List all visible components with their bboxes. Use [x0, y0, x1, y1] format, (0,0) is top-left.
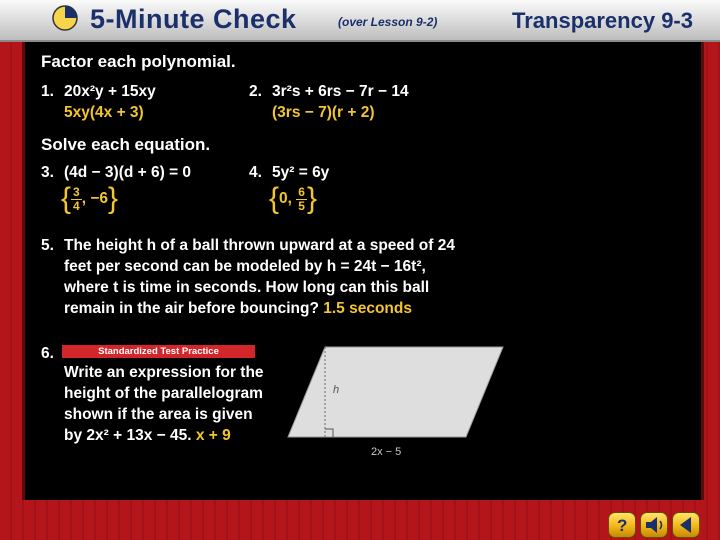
sound-button[interactable]: [640, 512, 668, 538]
problem-2-question: 3r²s + 6rs − 7r − 14: [272, 83, 409, 100]
problem-4-number: 4.: [249, 164, 262, 181]
problem-2-answer: (3rs − 7)(r + 2): [272, 104, 375, 121]
answer-fraction: $\frac{6}{5}$: [298, 184, 305, 213]
base-label: 2x − 5: [371, 446, 402, 458]
problem-6-line-2: height of the parallelogram: [64, 385, 263, 402]
answer-fraction: $\frac{3}{4}$: [73, 184, 80, 213]
back-arrow-icon: [673, 513, 699, 537]
problem-5-line-1: The height h of a ball thrown upward at a speed of 24: [64, 237, 455, 254]
header-subtitle: (over Lesson 9-2): [338, 15, 438, 29]
problem-6-line-1: Write an expression for the: [64, 364, 264, 381]
problem-5-line-2: feet per second can be modeled by h = 24t − 16t²,: [64, 258, 426, 275]
problem-5-number: 5.: [41, 237, 54, 254]
speaker-icon: [641, 513, 667, 537]
svg-text:?: ?: [617, 516, 628, 535]
problem-1-question: 20x²y + 15xy: [64, 83, 156, 100]
section-heading-solve: Solve each equation.: [41, 135, 211, 154]
content-panel: [22, 42, 704, 500]
problem-3-number: 3.: [41, 164, 54, 181]
height-label: h: [333, 384, 340, 396]
problem-5-answer: 1.5 seconds: [323, 300, 412, 317]
back-button[interactable]: [672, 512, 700, 538]
problem-5-line-3: where t is time in seconds. How long can this ball: [64, 279, 430, 296]
problem-6-answer: x + 9: [195, 427, 231, 444]
problem-4-answer: {0, $\frac{6}{5}$ }: [269, 182, 317, 215]
problem-3-question: (4d − 3)(d + 6) = 0: [64, 164, 192, 181]
problem-5-line-4: remain in the air before bouncing? 1.5 seconds: [64, 300, 412, 317]
problem-3-answer: { $\frac{3}{4}$ , −6}: [61, 182, 119, 215]
problem-4-question: 5y² = 6y: [272, 164, 330, 181]
transparency-label: Transparency 9-3: [512, 8, 693, 33]
problem-1-answer: 5xy(4x + 3): [64, 104, 144, 121]
standardized-test-badge: Standardized Test Practice: [62, 345, 255, 358]
header-bar: [0, 0, 720, 42]
problem-6-line-3: shown if the area is given: [64, 406, 253, 423]
problem-6-line-4: by 2x² + 13x − 45. x + 9: [64, 427, 231, 444]
header-title: 5-Minute Check: [90, 4, 297, 34]
problem-6-number: 6.: [41, 345, 54, 362]
problem-2-number: 2.: [249, 83, 262, 100]
section-heading-factor: Factor each polynomial.: [41, 52, 236, 71]
clock-icon: [52, 5, 78, 31]
help-button[interactable]: [608, 512, 636, 538]
question-icon: [609, 513, 635, 537]
parallelogram-figure: [283, 345, 513, 463]
problem-1-number: 1.: [41, 83, 54, 100]
